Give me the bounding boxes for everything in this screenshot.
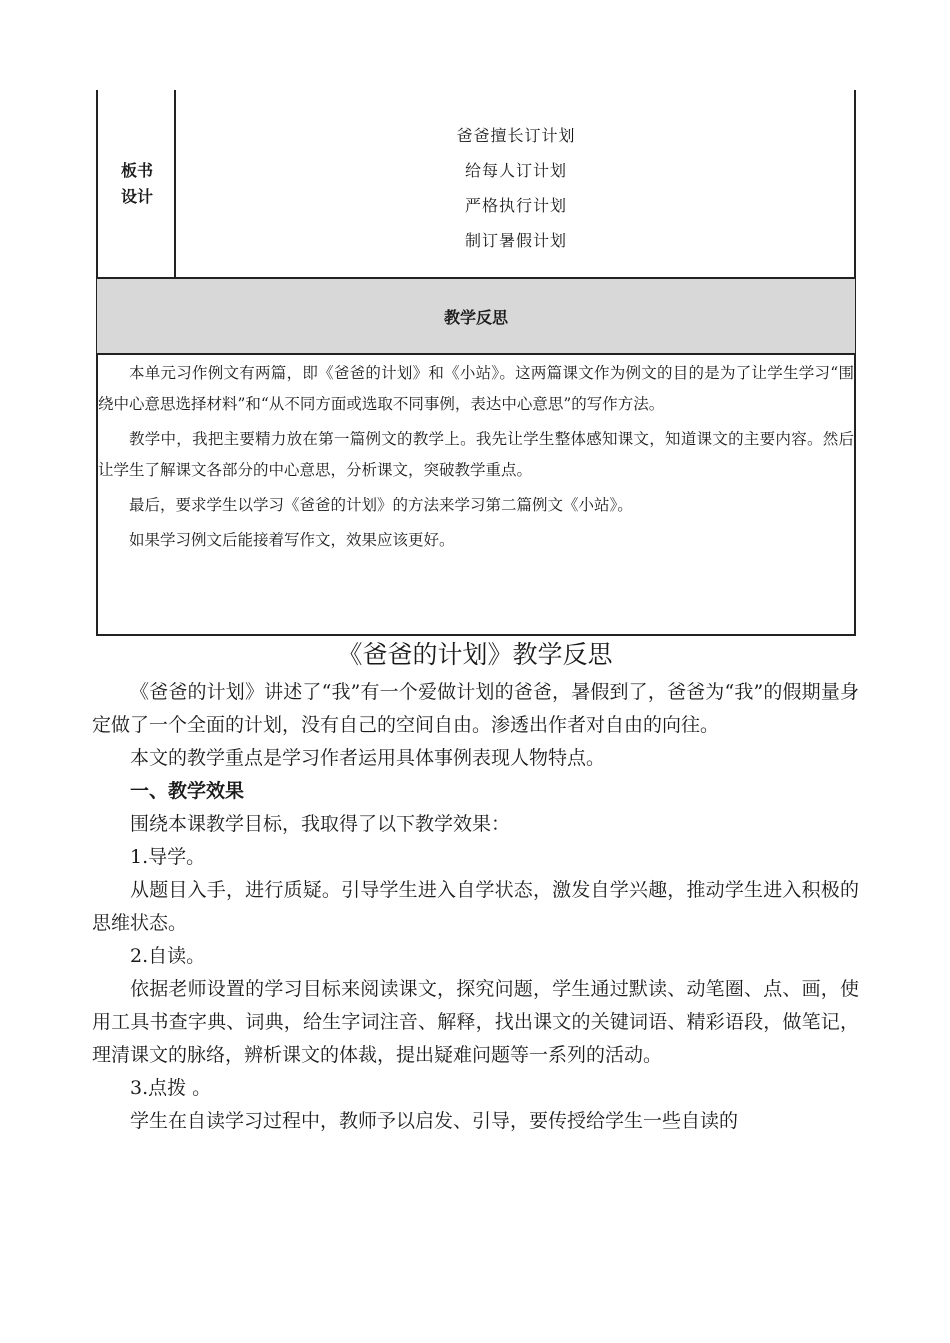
board-line: 给每人订计划 [464, 161, 567, 180]
board-design-label-line: 板书 [120, 161, 153, 180]
reflection-paragraph: 教学中，我把主要精力放在第一篇例文的教学上。我先让学生整体感知课文，知道课文的主要内容。然后让学生了解课文各部分的中心意思，分析课文，突破教学重点。 [98, 430, 854, 479]
section-heading: 一、教学效果 [130, 780, 245, 802]
article-paragraph: 本文的教学重点是学习作者运用具体事例表现人物特点。 [130, 747, 606, 769]
article-paragraph: 学生在自读学习过程中，教师予以启发、引导，要传授给学生一些自读的 [130, 1110, 739, 1132]
article-paragraph: 围绕本课教学目标，我取得了以下教学效果： [130, 813, 511, 835]
board-design-label-line: 设计 [120, 187, 153, 206]
list-item-heading: 2.自读。 [130, 945, 206, 967]
article-body [92, 676, 859, 1138]
list-item-heading: 1.导学。 [130, 846, 206, 868]
reflection-body [98, 358, 854, 556]
board-design-label [100, 158, 174, 210]
board-line: 严格执行计划 [464, 196, 567, 215]
board-line: 制订暑假计划 [464, 231, 567, 250]
reflection-paragraph: 本单元习作例文有两篇，即《爸爸的计划》和《小站》。这两篇课文作为例文的目的是为了让学生学习“围绕中心意思选择材料”和“从不同方面或选取不同事例，表达中心意思”的写作方法。 [98, 364, 854, 413]
list-item-heading: 3.点拨 。 [130, 1077, 212, 1099]
reflection-paragraph: 如果学习例文后能接着写作文，效果应该更好。 [129, 531, 455, 549]
reflection-paragraph: 最后，要求学生以学习《爸爸的计划》的方法来学习第二篇例文《小站》。 [129, 496, 633, 514]
reflection-header: 教学反思 [97, 279, 855, 353]
board-design-content [176, 118, 856, 258]
board-line: 爸爸擅长订计划 [456, 126, 576, 145]
article-paragraph: 《爸爸的计划》讲述了“我”有一个爱做计划的爸爸，暑假到了，爸爸为“我”的假期量身定做了一个全面的计划，没有自己的空间自由。渗透出作者对自由的向往。 [92, 681, 859, 736]
article-paragraph: 依据老师设置的学习目标来阅读课文，探究问题，学生通过默读、动笔圈、点、画，使用工具书查字典、词典，给生字词注音、解释，找出课文的关键词语、精彩语段，做笔记，理清课文的脉络，辨析课文的体裁，提出疑难问题等一系列的活动。 [92, 978, 859, 1066]
article-paragraph: 从题目入手，进行质疑。引导学生进入自学状态，激发自学兴趣，推动学生进入积极的思维状态。 [92, 879, 859, 934]
article-title: 《爸爸的计划》教学反思 [337, 640, 613, 669]
table-border-bottom [96, 634, 856, 636]
table-row-divider [96, 353, 856, 355]
